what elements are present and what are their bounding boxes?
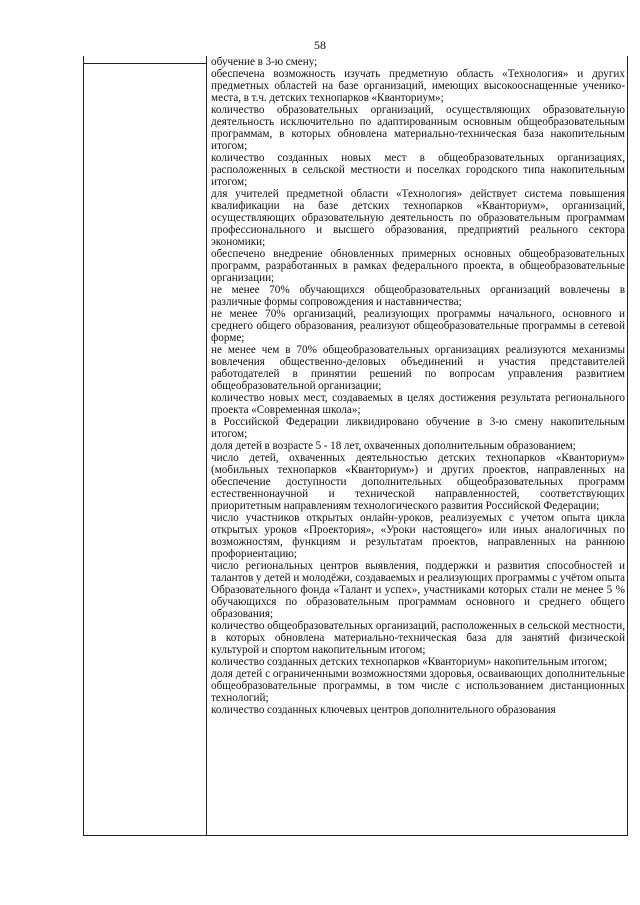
- paragraph: количество созданных ключевых центров дополнительного образования: [211, 704, 556, 716]
- paragraph: количество созданных новых мест в общеобразовательных организациях, расположенных в сельской местности и поселках городского типа накопительным итогом;: [211, 152, 625, 188]
- paragraph: доля детей в возрасте 5 - 18 лет, охваченных дополнительным образованием;: [211, 440, 576, 452]
- paragraph: количество новых мест, создаваемых в целях достижения результата регионального проекта «Современная школа»;: [211, 392, 625, 416]
- paragraph: доля детей с ограниченными возможностями здоровья, осваивающих дополнительные общеобразовательные программы, в том числе с использованием дистанционных технологий;: [211, 668, 625, 704]
- paragraph: не менее 70% организаций, реализующих программы начального, основного и среднего общего образования, реализуют общеобразовательные программы в сетевой форме;: [211, 308, 625, 344]
- paragraph: обеспечено внедрение обновленных примерных основных общеобразовательных программ, разработанных в рамках федерального проекта, в общеобразовательные организации;: [211, 248, 625, 284]
- row-divider: [84, 63, 207, 64]
- paragraph: количество общеобразовательных организаций, расположенных в сельской местности, в которых обновлена материально-техническая база для занятий физической культурой и спортом накопительным итогом;: [211, 620, 625, 656]
- page-number: 58: [314, 38, 326, 52]
- table-left-column: [84, 56, 207, 835]
- paragraph: обучение в 3-ю смену;: [211, 56, 318, 68]
- paragraph: для учителей предметной области «Технология» действует система повышения квалификации на базе детских технопарков «Кванториум», организаций, осуществляющих образовательную деятельность по образовательным программам профессионального и высшего образования, предприятий реального сектора экономики;: [211, 188, 625, 248]
- paragraph: не менее 70% обучающихся общеобразовательных организаций вовлечены в различные формы сопровождения и наставничества;: [211, 284, 625, 308]
- paragraph: число детей, охваченных деятельностью детских технопарков «Кванториум» (мобильных технопарков «Кванториум») и других проектов, направленных на обеспечение доступности дополнительных общеобразовательных программ естественнонаучной и технической направленностей, соответствующих приоритетным направлениям технологического развития Российской Федерации;: [211, 452, 625, 512]
- paragraph: число региональных центров выявления, поддержки и развития способностей и талантов у детей и молодёжи, создаваемых и реализующих программы с учётом опыта Образовательного фонда «Талант и успех», участниками которых стали не менее 5 % обучающихся по образовательным программам основного и среднего общего образования;: [211, 560, 625, 620]
- paragraph: в Российской Федерации ликвидировано обучение в 3-ю смену накопительным итогом;: [211, 416, 625, 440]
- paragraph: не менее чем в 70% общеобразовательных организациях реализуются механизмы вовлечения общественно-деловых объединений и участия представителей работодателей в принятии решений по вопросам управления развитием общеобразовательной организации;: [211, 344, 625, 392]
- paragraph: число участников открытых онлайн-уроков, реализуемых с учетом опыта цикла открытых уроков «Проектория», «Уроки настоящего» или иных аналогичных по возможностям, функциям и результатам проектов, направленных на раннюю профориентацию;: [211, 512, 625, 560]
- table-right-column: [208, 56, 626, 716]
- paragraph: количество созданных детских технопарков «Кванториум» накопительным итогом;: [211, 656, 608, 668]
- paragraph: обеспечена возможность изучать предметную область «Технология» и других предметных областей на базе организаций, имеющих высокооснащенные ученико-места, в т.ч. детских технопарков «Кванториум»;: [211, 68, 625, 104]
- document-table: [83, 56, 628, 836]
- paragraph: количество образовательных организаций, осуществляющих образовательную деятельность исключительно по адаптированным основным общеобразовательным программам, в которых обновлена материально-техническая база накопительным итогом;: [211, 104, 625, 152]
